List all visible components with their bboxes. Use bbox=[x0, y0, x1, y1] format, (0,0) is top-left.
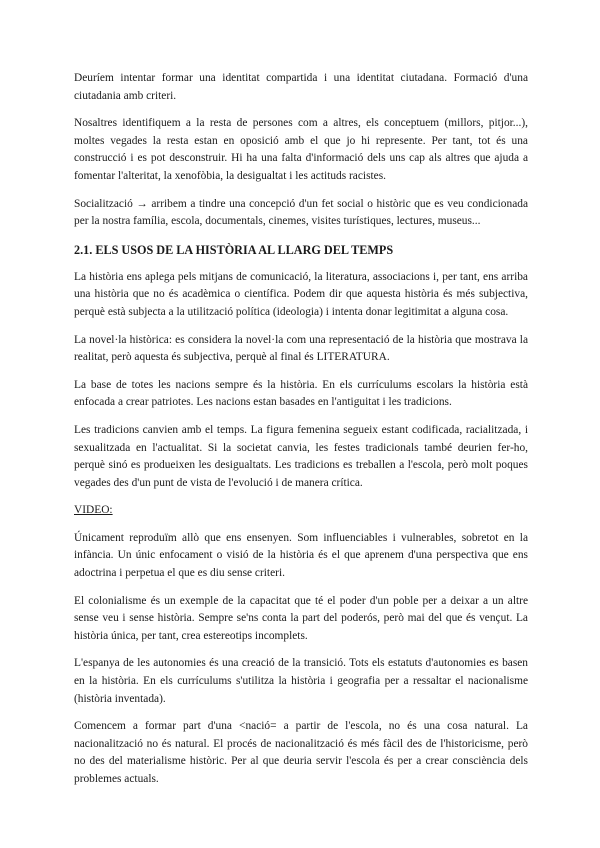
paragraph-alteritat: Nosaltres identifiquem a la resta de persones com a altres, els conceptuem (millors, pitjor...), moltes vegades la resta estan en oposició amb el que jo hi represente. Per tant, tot és una construcció i es pot desconstruir. Hi ha una falta d'informació dels uns cap als altres que ajuda a fomentar l'alteritat, la xenofòbia, la desigualtat i les actituds racistes. bbox=[74, 117, 528, 182]
section-heading: 2.1. ELS USOS DE LA HISTÒRIA AL LLARG DEL TEMPS bbox=[74, 242, 394, 257]
paragraph-historia-mitjans: La història ens aplega pels mitjans de comunicació, la literatura, associacions i, per tant, ens arriba una història que no és acadèmica o científica. Podem dir que aquesta història és més subjectiva, perquè està subjecta a la utilització política (ideologia) i intenta donar legitimitat a alguna cosa. bbox=[74, 270, 528, 318]
paragraph-nacionalitzacio: Comencem a formar part d'una <nació= a partir de l'escola, no és una cosa natural. La nacionalització no és natural. El procés de nacionalització és més fàcil des de l'historicisme, però no des del materialisme històric. Per al que deuria servir l'escola és per a crear consciència dels problemes actuals. bbox=[74, 720, 528, 785]
paragraph-colonialisme: El colonialisme és un exemple de la capacitat que té el poder d'un poble per a deixar a un altre sense veu i sense història. Sempre se'ns conta la part del poderós, però mai del que és vençut. La història única, per tant, crea estereotips incomplets. bbox=[74, 594, 528, 642]
paragraph-novella-historica: La novel·la històrica: es considera la novel·la com una representació de la història que mostrava la realitat, però aquesta és subjectiva, perquè al final és LITERATURA. bbox=[74, 333, 528, 364]
paragraph-identitat: Deuríem intentar formar una identitat compartida i una identitat ciutadana. Formació d'una ciutadania amb criteri. bbox=[74, 72, 528, 102]
video-label: VIDEO: bbox=[74, 504, 113, 517]
paragraph-socialitzacio: Socialització → arribem a tindre una concepció d'un fet social o històric que es veu condicionada per la nostra família, escola, documentals, cinemes, visites turístiques, lectures, museus... bbox=[74, 197, 528, 228]
paragraph-autonomies: L'espanya de les autonomies és una creació de la transició. Tots els estatuts d'autonomies es basen en la història. En els currículums s'utilitza la història i geografia per a ressaltar el nacionalisme (història inventada). bbox=[74, 657, 528, 705]
paragraph-tradicions: Les tradicions canvien amb el temps. La figura femenina segueix estant codificada, racialitzada, i sexualitzada en l'actualitat. Si la societat canvia, les festes tradicionals també deurien fer-ho, perquè sinó es produeixen les desigualtats. Les tradicions es treballen a l'escola, però molt poques vegades des d'un punt de vista de l'evolució i de manera crítica. bbox=[74, 423, 528, 489]
paragraph-reproduim: Únicament reproduïm allò que ens ensenyen. Som influenciables i vulnerables, sobretot en la infància. Un únic enfocament o visió de la història és el que aprenem d'una perspectiva que ens adoctrina i perpetua el que es diu sense criteri. bbox=[74, 531, 528, 580]
paragraph-base-nacions: La base de totes les nacions sempre és la història. En els currículums escolars la història està enfocada a crear patriotes. Les nacions estan basades en l'antiguitat i les tradicions. bbox=[74, 378, 528, 409]
